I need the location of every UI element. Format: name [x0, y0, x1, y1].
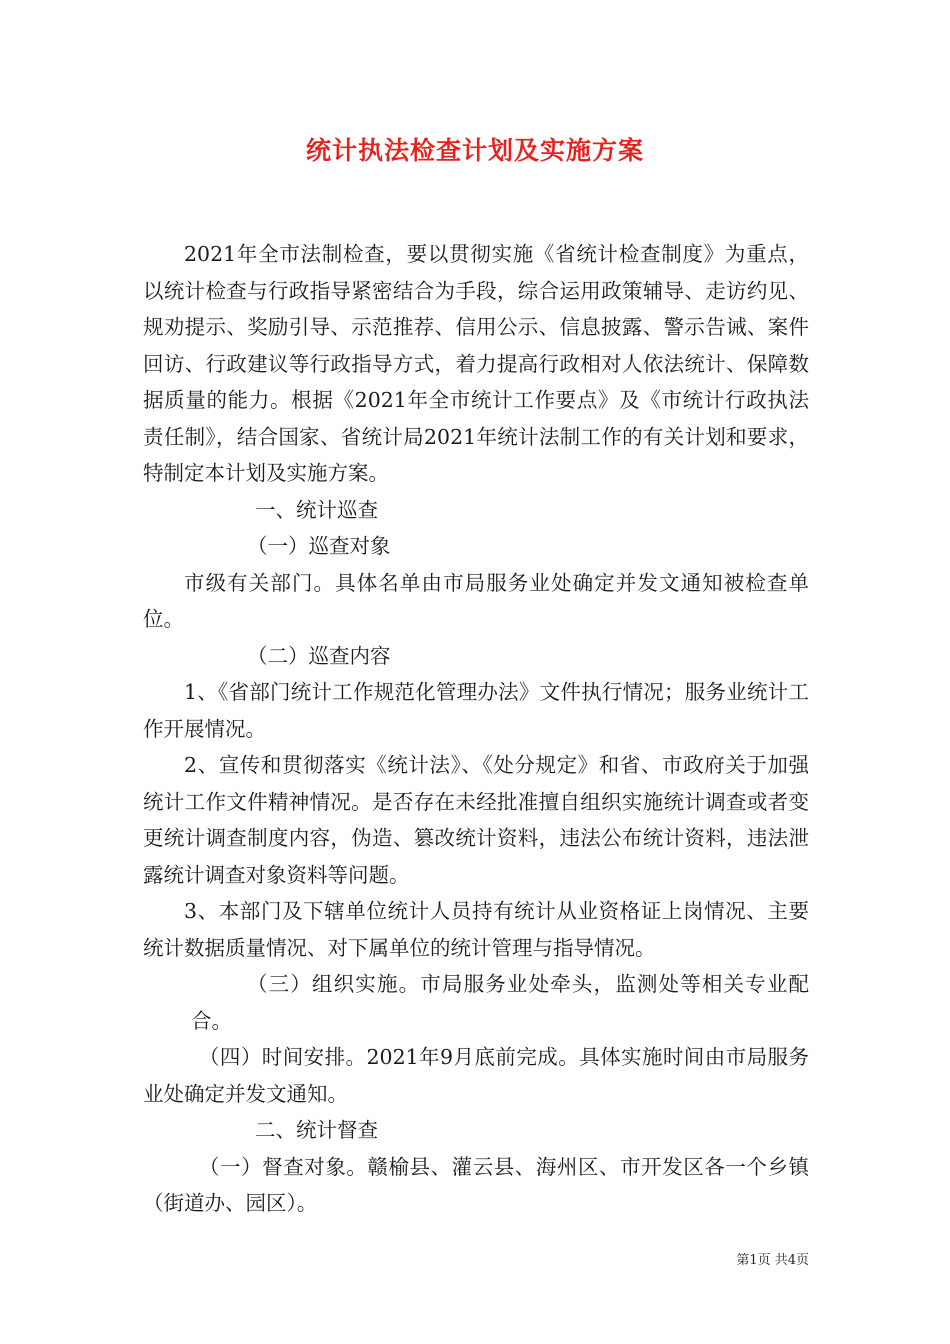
paragraph-intro: 2021年全市法制检查，要以贯彻实施《省统计检查制度》为重点，以统计检查与行政指导紧密结合为手段，综合运用政策辅导、走访约见、规劝提示、奖励引导、示范推荐、信用公示、信息披露、警示告诫、案件回访、行政建议等行政指导方式，着力提高行政相对人依法统计、保障数据质量的能力。根据《2021年全市统计工作要点》及《市统计行政执法责任制》，结合国家、省统计局2021年统计法制工作的有关计划和要求，特制定本计划及实施方案。 [143, 242, 809, 485]
page-number: 第1页 共4页 [736, 1253, 809, 1268]
paragraph-sub1: 市级有关部门。具体名单由市局服务业处确定并发文通知被检查单位。 [143, 570, 809, 631]
subsection-heading-1: （一）巡查对象 [247, 534, 391, 558]
subsection-heading-2: （二）巡查内容 [247, 643, 391, 668]
paragraph-sub5: （一）督查对象。赣榆县、灌云县、海州区、市开发区各一个乡镇（街道办、园区）。 [143, 1154, 809, 1215]
paragraph-item-1: 1、《省部门统计工作规范化管理办法》文件执行情况；服务业统计工作开展情况。 [143, 680, 809, 741]
section-heading-2: 二、统计督查 [255, 1118, 378, 1142]
paragraph-sub3: （三）组织实施。市局服务业处牵头，监测处等相关专业配合。 [191, 972, 809, 1033]
paragraph-item-2: 2、宣传和贯彻落实《统计法》、《处分规定》和省、市政府关于加强统计工作文件精神情况。是否存在未经批准擅自组织实施统计调查或者变更统计调查制度内容，伪造、篡改统计资料，违法公布统计资料，违法泄露统计调查对象资料等问题。 [143, 753, 809, 887]
section-heading-1: 一、统计巡查 [255, 497, 378, 522]
paragraph-item-3: 3、本部门及下辖单位统计人员持有统计从业资格证上岗情况、主要统计数据质量情况、对下属单位的统计管理与指导情况。 [143, 899, 809, 960]
paragraph-sub4: （四）时间安排。2021年9月底前完成。具体实施时间由市局服务业处确定并发文通知。 [143, 1045, 809, 1106]
document-title: 统计执法检查计划及实施方案 [305, 136, 644, 165]
document-body [143, 236, 809, 1222]
